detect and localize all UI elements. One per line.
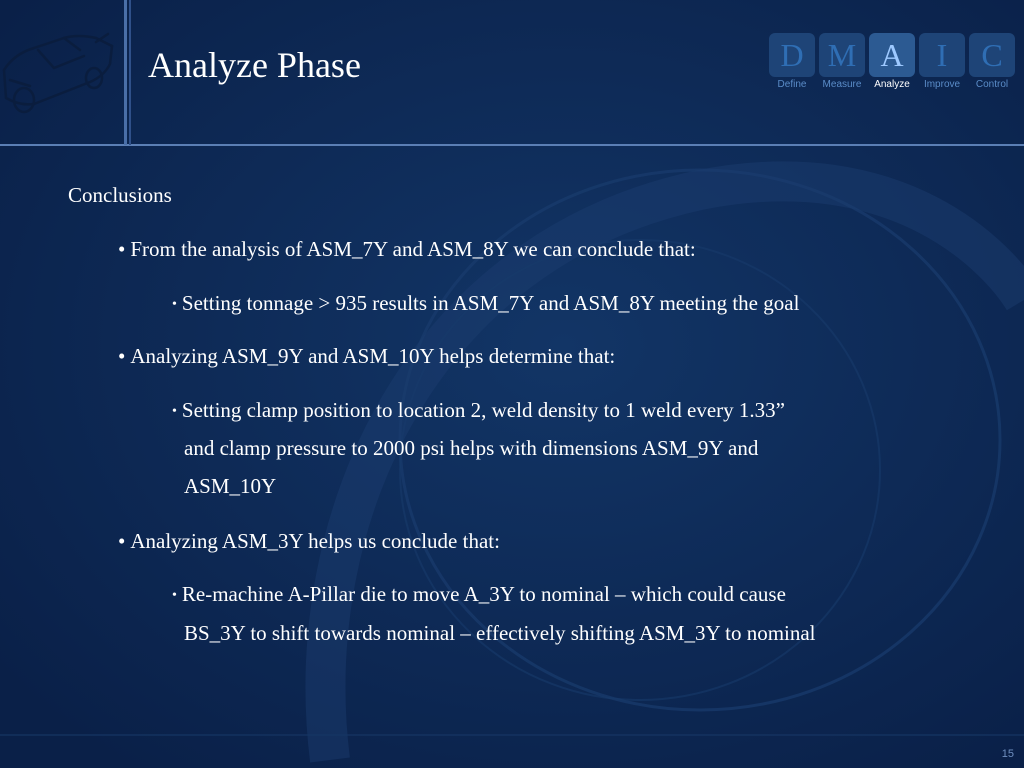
bullet-dot: • [118,344,126,368]
bullet-3-sub-line1: Re-machine A-Pillar die to move A_3Y to nominal – which could cause [181,582,786,606]
slide-title: Analyze Phase [148,45,361,85]
bullet-1-sub-text: Setting tonnage > 935 results in ASM_7Y and ASM_8Y meeting the goal [181,291,800,315]
bullet-2-sub-line2: and clamp pressure to 2000 psi helps with dimensions ASM_9Y and [184,436,759,460]
dmaic-define-letter: D [769,33,815,77]
bullet-2-sub-line1: Setting clamp position to location 2, weld density to 1 weld every 1.33” [181,398,785,422]
bullet-3 [118,522,500,560]
dmaic-control-label: Control [975,79,1009,90]
bullet-1-text: From the analysis of ASM_7Y and ASM_8Y we can conclude that: [130,237,696,261]
dmaic-improve-letter: I [919,33,965,77]
dmaic-analyze-letter: A [869,33,915,77]
dmaic-define-label: Define [777,79,807,90]
bullet-3-sub [172,575,786,615]
bullet-3-sub-line2: BS_3Y to shift towards nominal – effectively shifting ASM_3Y to nominal [184,621,816,645]
bullet-1-sub [172,284,799,324]
bullet-dot: • [118,529,126,553]
dmaic-improve-label: Improve [923,79,961,90]
conclusions-heading: Conclusions [68,183,172,207]
bullet-dot: • [172,404,177,419]
page-number: 15 [1001,748,1014,760]
bullet-2-sub [172,391,785,431]
dmaic-measure-letter: M [819,33,865,77]
dmaic-measure-label: Measure [822,79,862,90]
bullet-2 [118,337,615,375]
bullet-1 [118,230,696,268]
bullet-dot: • [172,588,177,603]
bullet-2-sub-line3: ASM_10Y [184,474,277,498]
bullet-dot: • [118,237,126,261]
bullet-2-text: Analyzing ASM_9Y and ASM_10Y helps determine that: [130,344,616,368]
dmaic-analyze-label: Analyze [874,79,910,90]
bullet-dot: • [172,297,177,312]
dmaic-control-letter: C [969,33,1015,77]
bullet-3-text: Analyzing ASM_3Y helps us conclude that: [130,529,500,553]
